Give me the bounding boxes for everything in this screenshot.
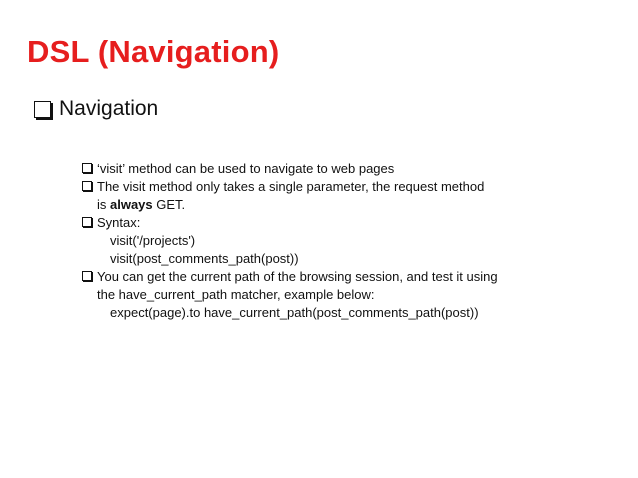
- slide-title: DSL (Navigation): [27, 34, 280, 69]
- section-label: Navigation: [59, 97, 159, 120]
- bullet-visit-method: [82, 160, 602, 178]
- bullet-continuation-emphasis: always: [110, 197, 153, 212]
- bullet-text: [97, 178, 484, 214]
- bullet-text: [97, 214, 299, 268]
- bullet-line: the have_current_path matcher, example below:: [97, 287, 375, 302]
- bullet-line: ‘visit’ method can be used to navigate to web pages: [97, 161, 395, 176]
- bullet-line: The visit method only takes a single parameter, the request method: [97, 179, 485, 194]
- checkbox-icon: [82, 217, 92, 227]
- checkbox-icon: [34, 101, 51, 118]
- bullet-visit-parameter: [82, 178, 602, 214]
- section-navigation: [34, 95, 158, 123]
- bullet-text: [97, 160, 394, 178]
- bullet-continuation: [97, 196, 484, 214]
- code-line: expect(page).to have_current_path(post_comments_path(post)): [110, 305, 479, 320]
- bullet-continuation-suffix: GET.: [152, 197, 186, 212]
- checkbox-icon: [82, 181, 92, 191]
- code-line: visit('/projects'): [110, 233, 196, 248]
- checkbox-icon: [82, 271, 92, 281]
- bullet-list: [82, 160, 602, 322]
- bullet-continuation-prefix: is: [97, 197, 110, 212]
- bullet-line: You can get the current path of the browsing session, and test it using: [97, 269, 498, 284]
- code-line: visit(post_comments_path(post)): [110, 251, 299, 266]
- bullet-current-path: [82, 268, 602, 322]
- checkbox-icon: [82, 163, 92, 173]
- bullet-line: Syntax:: [97, 215, 141, 230]
- bullet-syntax: [82, 214, 602, 268]
- bullet-text: [97, 268, 498, 322]
